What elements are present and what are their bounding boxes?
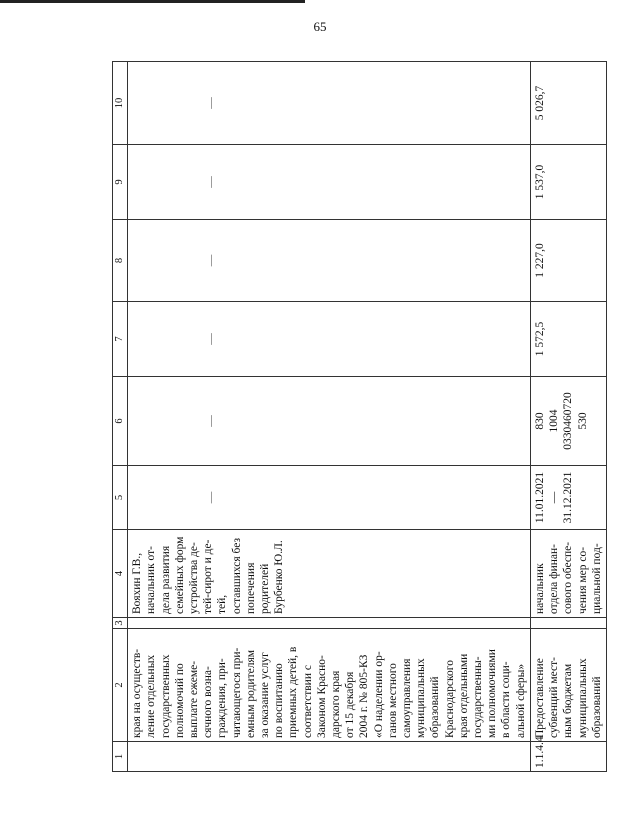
header-cell-10: 10	[113, 62, 128, 145]
row2-period-line: 11.01.2021	[533, 471, 546, 524]
row2-description-line: Предоставление	[533, 658, 546, 738]
header-cell-3: 3	[113, 618, 128, 629]
row1-description-line: государственных	[159, 654, 172, 738]
row1-col5-dash: —	[205, 491, 218, 504]
row1-responsible-line: тей-сирот и де-	[202, 539, 215, 614]
budget-table	[112, 61, 607, 772]
row2-classification-cell	[530, 377, 606, 466]
row1-col7-cell	[128, 302, 531, 377]
document-table-area	[112, 62, 603, 772]
row2-classification-line: 530	[576, 412, 589, 430]
row2-description-line: муниципальных	[576, 658, 589, 738]
row1-responsible-line: дела развития	[159, 545, 172, 614]
row1-description-line: альной сферы»	[514, 663, 527, 738]
row1-description-line: в области соци-	[500, 661, 513, 738]
row1-col6-dash: —	[205, 415, 218, 427]
row1-responsible-text	[130, 533, 286, 614]
row2-responsible-line: отдела финан-	[548, 544, 561, 614]
header-cell-1: 1	[113, 742, 128, 772]
row2-period-text	[533, 469, 576, 526]
row1-col3-cell	[128, 618, 531, 629]
row1-description-line: выплате ежеме-	[188, 660, 201, 738]
row2-classification-line: 1004	[548, 409, 561, 433]
row2-period-line: 31.12.2021	[562, 471, 575, 524]
row1-description-line: сячного возна-	[202, 666, 215, 738]
row1-responsible-line: Бурбенко Ю.Л.	[273, 540, 286, 614]
row2-responsible-line: циальной под-	[590, 543, 603, 614]
rotated-table-wrapper	[112, 62, 603, 772]
row2-description-cell	[530, 629, 606, 742]
row1-col7-dash: —	[205, 333, 218, 345]
row1-responsible-line: родителей	[259, 563, 272, 614]
row1-description-line: дарского края	[330, 670, 343, 738]
row1-description-line: за оказание услуг	[259, 652, 272, 738]
table-row	[128, 62, 531, 772]
row1-responsible-line: устройства де-	[188, 542, 201, 614]
row1-responsible-cell	[128, 530, 531, 618]
row1-description-line: соответствии с	[301, 665, 314, 738]
row2-responsible-text	[533, 533, 604, 614]
row2-code-cell: 1.1.4.4	[530, 742, 606, 772]
row2-period-line: —	[548, 491, 561, 504]
row2-amount-col10: 5 026,7	[530, 62, 606, 145]
header-cell-6: 6	[113, 377, 128, 466]
row2-description-line: образований	[590, 676, 603, 738]
row2-description-line: ным бюджетам	[562, 663, 575, 738]
table-header-row	[113, 62, 128, 772]
row1-description-line: края отдельными	[457, 653, 470, 738]
header-cell-7: 7	[113, 302, 128, 377]
header-cell-4: 4	[113, 530, 128, 618]
row1-description-line: Законом Красно-	[315, 655, 328, 738]
row1-responsible-line: семейных форм	[173, 536, 186, 614]
row1-col5-cell	[128, 466, 531, 530]
row2-classification-line: 0330460720	[562, 392, 575, 450]
row1-responsible-line: попечения	[244, 562, 257, 614]
header-rule	[0, 0, 305, 3]
row1-col6-cell	[128, 377, 531, 466]
row1-description-line: муниципальных	[415, 658, 428, 738]
row1-col8-cell	[128, 220, 531, 302]
row1-code-cell	[128, 742, 531, 772]
header-cell-5: 5	[113, 466, 128, 530]
row2-responsible-cell	[530, 530, 606, 618]
header-cell-2: 2	[113, 629, 128, 742]
page-number: 65	[313, 19, 327, 34]
row2-description-line: субвенций мест-	[548, 657, 561, 738]
row1-col8-dash: —	[205, 254, 218, 267]
header-cell-8: 8	[113, 220, 128, 302]
row1-description-line: емным родителям	[244, 649, 257, 738]
row1-responsible-line: начальник от-	[145, 546, 158, 614]
row1-description-line: государственны-	[472, 656, 485, 738]
row1-description-text	[130, 632, 528, 738]
row2-responsible-line: начальник	[533, 563, 546, 614]
row1-col10-dash: —	[205, 97, 218, 109]
row1-responsible-line: оставшихся без	[230, 537, 243, 614]
row1-col10-cell	[128, 62, 531, 145]
row2-classification-text	[533, 380, 590, 462]
row1-responsible-line: тей,	[216, 594, 229, 614]
row1-description-line: ми полномочиями	[486, 649, 499, 738]
row2-amount-col7: 1 572,5	[530, 302, 606, 377]
row1-description-line: «О наделении ор-	[372, 651, 385, 738]
row2-description-text	[533, 632, 604, 738]
row1-description-line: Краснодарского	[443, 660, 456, 738]
row1-description-line: читающегося при-	[230, 647, 243, 738]
row1-col9-dash: —	[205, 176, 218, 188]
row1-description-line: ганов местного	[386, 663, 399, 738]
row1-col9-cell	[128, 145, 531, 220]
row2-amount-col9: 1 537,0	[530, 145, 606, 220]
row1-description-line: самоуправления	[401, 658, 414, 738]
row1-description-line: края на осуществ-	[131, 648, 144, 738]
row2-responsible-line: чения мер со-	[576, 546, 589, 614]
row1-description-line: граждения, при-	[216, 658, 229, 738]
row1-description-line: ление отдельных	[145, 654, 158, 738]
row1-description-cell	[128, 629, 531, 742]
row2-responsible-line: сового обеспе-	[562, 541, 575, 614]
row1-description-line: 2004 г. № 805-КЗ	[358, 654, 371, 738]
row1-description-line: по воспитанию	[273, 663, 286, 738]
row2-classification-line: 830	[533, 412, 546, 430]
row2-col3-cell	[530, 618, 606, 629]
row2-amount-col8: 1 227,0	[530, 220, 606, 302]
row2-period-cell	[530, 466, 606, 530]
row1-description-line: приемных детей, в	[287, 646, 300, 738]
header-cell-9: 9	[113, 145, 128, 220]
row1-responsible-line: Вояхин Г.В.,	[131, 552, 144, 614]
row1-description-line: образований	[429, 676, 442, 738]
row1-description-line: полномочий по	[173, 663, 186, 738]
table-row	[530, 62, 606, 772]
row1-description-line: от 15 декабря	[344, 671, 357, 738]
